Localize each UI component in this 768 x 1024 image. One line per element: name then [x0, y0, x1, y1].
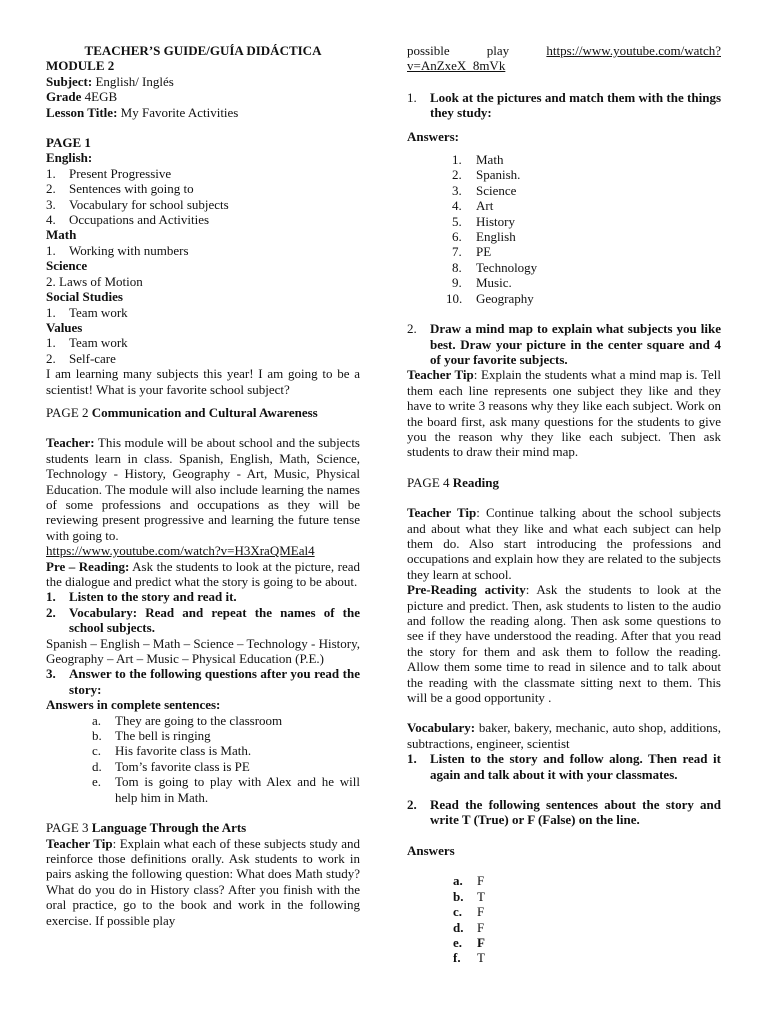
- tf-answer: a. F: [453, 873, 485, 889]
- values-heading: Values: [46, 319, 83, 335]
- page2-teacher-paragraph: Teacher: This module will be about school and the subjects students learn in class. Spanish, English, Math, Science, Technology - History, Geography - Art, Music, Physical Education. The module will also include learning the names of some professions and occupations as they will be reviewing present progressive and learning the future tense with going to.: [46, 435, 360, 543]
- page3-video-link[interactable]: possible play https://www.youtube.com/watch?v=AnZxeX_8mVk: [407, 43, 721, 74]
- list-item: 1. Working with numbers: [46, 242, 189, 258]
- step-item: 1. Listen to the story and read it.: [46, 589, 237, 605]
- answer-item: 7. PE: [452, 244, 492, 260]
- page2-heading: PAGE 2 Communication and Cultural Awareness: [46, 404, 318, 420]
- answer-item: 8. Technology: [452, 259, 538, 275]
- tf-answer: b. T: [453, 888, 485, 904]
- step-item: 2. Vocabulary: Read and repeat the names of the school subjects.: [46, 604, 360, 636]
- page1-heading: PAGE 1: [46, 135, 91, 151]
- list-item: 2. Self-care: [46, 350, 116, 366]
- question-item: 1. Look at the pictures and match them with the things they study:: [407, 89, 721, 121]
- answer-item: 5. History: [452, 213, 515, 229]
- page2-video-link[interactable]: https://www.youtube.com/watch?v=H3XraQMEal4: [46, 543, 315, 559]
- answers-label: Answers: [407, 842, 455, 858]
- tf-answer: f. T: [453, 950, 485, 966]
- list-item: 2. Sentences with going to: [46, 181, 194, 197]
- question-item: 2. Read the following sentences about the story and write T (True) or F (False) on the line.: [407, 797, 721, 828]
- answer-item: e. Tom is going to play with Alex and he will help him in Math.: [92, 774, 360, 805]
- tf-answer: e. F: [453, 934, 485, 950]
- page4-vocabulary: Vocabulary: baker, bakery, mechanic, auto shop, additions, subtractions, engineer, scientist: [407, 720, 721, 751]
- list-item: 1. Present Progressive: [46, 165, 172, 181]
- science-heading: Science: [46, 258, 88, 274]
- list-item: 3. Vocabulary for school subjects: [46, 196, 229, 212]
- page4-teacher-tip: Teacher Tip: Continue talking about the school subjects and about what they like and what each subject can help them do. Also start introducing the professions and occupations and explain how they are related to the subjects they learn at school.: [407, 505, 721, 582]
- page3-teacher-tip-2: Teacher Tip: Explain the students what a mind map is. Tell them each line represents one subject they like and they have to write 3 reasons why they like each subject. Work on the board first, ask many questions for the students to give you the reason why they like each subject. Then ask students to draw their mind map.: [407, 367, 721, 460]
- tf-answer: d. F: [453, 919, 485, 935]
- lesson-line: Lesson Title: My Favorite Activities: [46, 104, 239, 120]
- answer-item: 4. Art: [452, 198, 494, 214]
- module-label: MODULE 2: [46, 58, 115, 74]
- question-item: 2. Draw a mind map to explain what subjects you like best. Draw your picture in the center square and 4 of your favorite subjects.: [407, 321, 721, 367]
- page2-prereading: Pre – Reading: Ask the students to look at the picture, read the dialogue and predict what the story is going to be about.: [46, 558, 360, 589]
- social-studies-heading: Social Studies: [46, 289, 123, 305]
- question-item: 1. Listen to the story and follow along. Then read it again and talk about it with your classmates.: [407, 751, 721, 782]
- answer-item: a. They are going to the classroom: [92, 712, 283, 728]
- right-column: [407, 0, 721, 966]
- answer-item: 9. Music.: [452, 275, 512, 291]
- math-heading: Math: [46, 227, 77, 243]
- answer-item: 1. Math: [452, 152, 504, 168]
- answer-item: c. His favorite class is Math.: [92, 743, 252, 759]
- page4-prereading: Pre-Reading activity: Ask the students to look at the picture and predict. Then, ask students to listen to the audio and follow the reading along. Then ask some questions to see if they have understood the reading. After that you read the story for them and ask them to follow the reading. Allow them some time to read in silence and to talk about the reading with the classmate sitting next to them. This will be a good opportunity .: [407, 582, 721, 706]
- page3-teacher-tip: Teacher Tip: Explain what each of these subjects study and reinforce those definitions orally. Ask students to work in pairs asking the following question: What does Math study? What do you do in History class? After you finish with the oral practice, go to the book and work in the following exercise. If possible play: [46, 835, 360, 928]
- answer-item: b. The bell is ringing: [92, 728, 211, 744]
- science-item: 2. Laws of Motion: [46, 273, 143, 289]
- document-title: TEACHER’S GUIDE/GUÍA DIDÁCTICA: [84, 43, 322, 58]
- answer-item: 3. Science: [452, 182, 517, 198]
- answer-item: d. Tom’s favorite class is PE: [92, 758, 250, 774]
- answers-label: Answers in complete sentences:: [46, 697, 221, 713]
- english-heading: English:: [46, 150, 93, 166]
- page4-heading: PAGE 4 Reading: [407, 474, 499, 490]
- page3-heading: PAGE 3 Language Through the Arts: [46, 820, 247, 836]
- answer-item: 2. Spanish.: [452, 167, 521, 183]
- list-item: 1. Team work: [46, 304, 128, 320]
- list-item: 4. Occupations and Activities: [46, 212, 210, 228]
- step-item: 3. Answer to the following questions after you read the story:: [46, 666, 360, 697]
- answer-item: 10. Geography: [446, 290, 534, 306]
- tf-answer: c. F: [453, 904, 485, 920]
- subjects-line: Spanish – English – Math – Science – Technology - History, Geography – Art – Music – Physical Education (P.E.): [46, 635, 360, 667]
- answer-item: 6. English: [452, 229, 516, 245]
- answers-label: Answers:: [407, 128, 459, 144]
- subject-line: Subject: English/ Inglés: [46, 73, 174, 89]
- list-item: 1. Team work: [46, 335, 128, 351]
- grade-line: Grade 4EGB: [46, 89, 118, 105]
- left-column: [46, 0, 360, 928]
- page1-closing: I am learning many subjects this year! I am going to be a scientist! What is your favorite school subject?: [46, 366, 360, 397]
